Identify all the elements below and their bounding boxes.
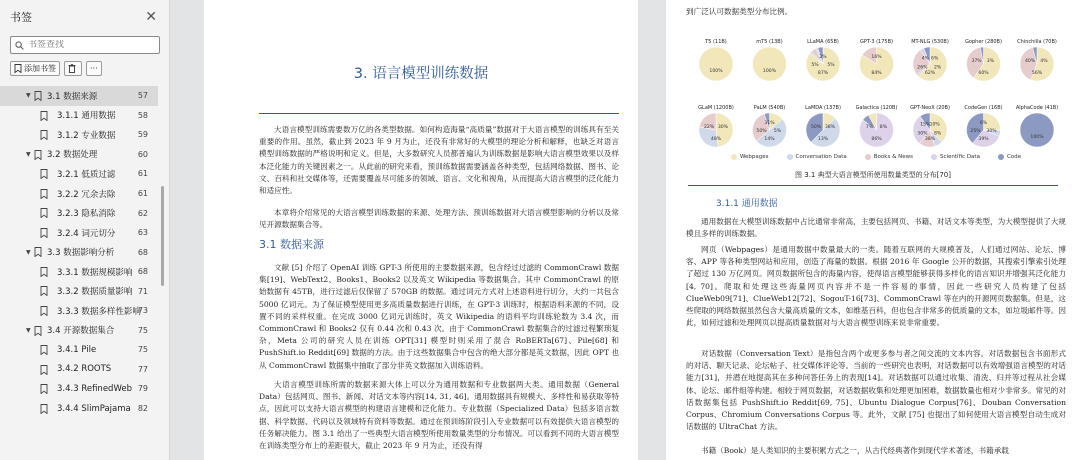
pie-percent-label: 14% (764, 137, 775, 142)
bookmark-page-number: 73 (137, 306, 148, 316)
more-icon: ··· (90, 63, 98, 73)
pie-chart (1016, 105, 1058, 147)
pie-percent-label: 6% (979, 121, 988, 126)
expand-caret-icon[interactable]: ▼ (26, 150, 31, 158)
bookmark-page-number: 60 (137, 149, 148, 159)
document-page-left (204, 0, 638, 460)
sidebar-scrollbar-thumb[interactable] (161, 186, 164, 286)
pie-percent-label: 5% (811, 63, 819, 68)
bookmark-icon (34, 91, 42, 104)
pie-slice (753, 47, 787, 81)
bookmark-label: 3.1 数据来源 (47, 91, 98, 102)
bookmark-icon (40, 111, 48, 124)
pie-chart (856, 105, 898, 147)
bookmark-label: 3.2.1 低质过滤 (57, 169, 116, 180)
pie-title: T5 (11B) (705, 39, 727, 45)
add-bookmark-button[interactable] (10, 61, 60, 76)
chart-legend (706, 154, 1046, 160)
bookmark-item[interactable] (0, 281, 158, 301)
bookmark-icon (40, 208, 48, 221)
legend-swatch (865, 154, 871, 160)
bookmark-item[interactable] (0, 360, 158, 380)
bookmark-item[interactable] (0, 223, 158, 243)
figure-caption: 图 3.1 典型大语言模型所使用数量类型的分布[70] (795, 171, 951, 179)
bookmark-icon (40, 404, 48, 417)
bookmark-item[interactable] (0, 379, 158, 399)
body-paragraph-2: 网页（Webpages）是通用数据中数量最大的一类。随着互联网的大规模普及，人们通过网站、论坛、博客、APP 等各种类型网站和应用，创造了海量的数据。根据 2016 年 Google 公开的数据，其搜索引擎索引处理了超过 130 万亿网页。网页数据所包含的海量内容，使得语言模型能够获得多样化的语言知识并增强其泛化能力[4, 70]。爬取和处理这些海量网页内容并不是一件容易的事情，因此一些研究人员构建了包括 ClueWeb09[71]、ClueWeb12[72]、SogouT-16[73]、CommonCrawl 等在内的开源网页数据集。但是，这些爬取的网络数据虽然包含大量高质量的文本，如维基百科，但也包含非常多的低质量的文本，如垃圾邮件等。因此，如何过滤和处理网页以提高质量数据对与大语言模型训练来说非常重要。 (686, 245, 1066, 328)
pie-percent-label: 100% (762, 69, 777, 74)
legend-item (731, 154, 769, 160)
sidebar-scrollbar[interactable] (160, 86, 165, 460)
trash-icon (68, 64, 76, 73)
pie-percent-label: 31% (764, 121, 775, 126)
pie-percent-label: 2% (933, 65, 942, 71)
bookmark-item[interactable] (0, 184, 158, 204)
pie-percent-label: 22% (703, 125, 715, 130)
pie-chart (753, 39, 787, 81)
legend-label: Code (1006, 154, 1022, 160)
bookmark-item[interactable] (0, 301, 158, 321)
pie-percent-label: 16% (871, 55, 882, 60)
bookmark-page-number: 68 (137, 247, 148, 257)
legend-item (998, 154, 1021, 160)
pie-percent-label: 25% (970, 129, 981, 134)
pie-title: PaLM (540B) (753, 105, 786, 111)
bookmark-page-number: 59 (137, 130, 148, 140)
document-page-right (666, 0, 1080, 460)
bookmark-page-number: 61 (137, 189, 148, 198)
pie-percent-label: 7% (865, 125, 874, 130)
body-paragraph-1: 通用数据在大模型训练数据中占比通常非常高，主要包括网页、书籍、对话文本等类型，为大模型提供了大规模且多样的训练数据。 (686, 217, 1066, 239)
pie-percent-label: 30% (917, 131, 928, 137)
intro-paragraph-1: 大语言模型训练需要数万亿的各类型数据。如何构造海量“高质量”数据对于大语言模型的训练具有至关重要的作用。虽然，截止到 2023 年 9 月为止，还没有非常好的大模型的理论分析和解释，也缺乏对语言模型训练数据的严格说明和定义。但是，大多数研究人员都普遍认为训练数据是影响大语言模型效果以及样本泛化能力的关键因素之一。从此前的研究来看，预训练数据需要涵盖各种类型，包括网络数据、图书、论文、百科和社交媒体等，还需要覆盖尽可能多的领域、语言、文化和视角，从而提高大语言模型的泛化能力和适应性。 (259, 125, 619, 196)
bookmark-page-number: 75 (137, 345, 148, 355)
pie-percent-label: 60% (978, 71, 989, 76)
pie-chart (964, 105, 1002, 147)
pie-title: mT5 (13B) (756, 39, 783, 45)
bookmark-item[interactable] (0, 203, 158, 223)
pie-percent-label: 86% (871, 137, 882, 142)
pie-percent-label: 13% (817, 137, 829, 142)
intro-paragraph-2: 本章将介绍常见的大语言模型训练数据的来源、处理方法、预训练数据对大语言模型影响的分析以及常见开源数据集合等。 (259, 208, 619, 230)
search-icon (15, 41, 24, 50)
bookmark-page-number: 82 (137, 404, 148, 414)
sidebar-title: 书签 (10, 11, 32, 24)
pie-percent-label: 37% (971, 59, 982, 64)
bookmark-label: 3.3.1 数据规模影响 (57, 267, 133, 278)
legend-item (931, 154, 980, 160)
bookmark-item[interactable] (0, 145, 158, 165)
legend-swatch (731, 154, 737, 160)
bookmark-page-number: 68 (137, 267, 148, 277)
legend-label: Conversation Data (795, 154, 847, 160)
pie-title: GPT-3 (175B) (860, 39, 893, 45)
pie-percent-label: 4% (1040, 59, 1048, 64)
pie-title: LLaMA (65B) (807, 39, 839, 45)
bookmark-item[interactable] (0, 262, 158, 282)
bookmark-search-box[interactable] (10, 36, 160, 54)
bookmark-item[interactable] (0, 125, 158, 145)
figure-caption-rule (688, 185, 1058, 186)
legend-swatch (787, 154, 793, 160)
legend-label: Webpages (739, 154, 769, 160)
bookmark-page-number: 58 (137, 110, 148, 120)
pie-chart (699, 39, 733, 81)
bookmark-label: 3.4.2 ROOTS (57, 364, 112, 375)
chapter-title: 3. 语言模型训练数据 (353, 66, 489, 82)
pie-title: GPT-NeoX (20B) (910, 105, 950, 111)
bookmark-icon (40, 286, 48, 299)
bookmark-item[interactable] (0, 86, 158, 106)
close-icon[interactable]: ✕ (145, 9, 157, 25)
pie-percent-label: 38% (924, 137, 936, 142)
sidebar-header (0, 0, 169, 34)
legend-label: Books & News (873, 154, 913, 160)
bookmark-label: 3.4 开源数据集合 (47, 326, 115, 337)
pie-chart (698, 105, 734, 147)
pie-percent-label: 100% (1030, 135, 1044, 140)
bookmark-icon (40, 384, 48, 397)
body-paragraph-3: 对话数据（Conversation Text）是指包含两个或更多参与者之间交流的文本内容。对话数据包含书面形式的对话、聊天记录、论坛帖子、社交媒体评论等。当前的一些研究也表明，对话数据可以有效增强语言模型的对话能力[31]，并潜在地提高其在多种问答任务上的表现[14]。对话数据可以通过收集、清洗、归并等过程从社会媒体、论坛、邮件组等构建。相较于网页数据，对话数据收集和处理更加困难，数据数量也相对少非常多。常见的对话数据集包括 PushShift.io Reddit[69, 75]、Ubuntu Dialogue Corpus[76]、Douban Conversation Corpus、Chromium Conversations Corpus 等。此外，文献 [75] 也提出了如何使用大语言模型自动生成对话数据的 UltraChat 方法。 (686, 349, 1066, 432)
expand-caret-icon[interactable]: ▼ (26, 248, 31, 256)
bookmark-label: 3.2.2 冗余去除 (57, 189, 116, 200)
bookmark-label: 3.3.2 数据质量影响 (57, 287, 133, 298)
pie-percent-label: 30% (717, 125, 729, 130)
pie-percent-label: 40% (1024, 59, 1036, 64)
pie-title: MT-NLG (530B) (911, 39, 949, 45)
expand-caret-icon[interactable]: ▼ (26, 326, 31, 334)
pie-percent-label: 10% (929, 122, 940, 128)
bookmark-page-number: 77 (137, 364, 148, 374)
bookmark-item[interactable] (0, 106, 158, 126)
bookmark-label: 3.1.2 专业数据 (57, 130, 116, 141)
carryover-line: 到广泛认可数据类型分布比例。 (686, 7, 793, 16)
pie-percent-label: 2% (819, 55, 827, 60)
bookmark-page-number: 79 (137, 384, 148, 394)
pie-percent-label: 48% (710, 137, 722, 142)
bookmark-icon (40, 169, 48, 182)
pie-chart (910, 105, 950, 147)
pie-title: Chinchilla (70B) (1017, 39, 1057, 45)
bookmark-item[interactable] (0, 340, 158, 360)
bookmark-page-number: 62 (137, 208, 148, 218)
pie-percent-label: 62% (924, 71, 936, 76)
bookmark-icon (40, 345, 48, 358)
pie-slice (699, 47, 733, 81)
pie-title: AlphaCode (41B) (1015, 105, 1059, 111)
bookmark-label: 3.4.3 RefinedWeb (57, 383, 132, 394)
bookmark-icon (40, 130, 48, 143)
pie-chart (1017, 39, 1057, 81)
pie-percent-label: 87% (817, 71, 829, 76)
body-paragraph-4: 书籍（Book）是人类知识的主要积累方式之一，从古代经典著作到现代学术著述，书籍承载 (701, 446, 1009, 455)
section-heading: 3.1 数据来源 (259, 238, 324, 251)
pie-percent-label: 8% (879, 125, 888, 130)
more-options-button[interactable] (86, 61, 102, 76)
sidebar-toolbar (10, 60, 102, 76)
add-bookmark-label: 添加书签 (24, 63, 56, 73)
bookmark-sidebar (0, 0, 170, 460)
pie-title: GLaM (1200B) (698, 105, 734, 111)
pie-percent-label: 6% (931, 56, 939, 62)
data-distribution-figure (686, 22, 1066, 157)
bookmark-icon (40, 267, 48, 280)
bookmark-label: 3.3.3 数据多样性影响 (57, 306, 141, 317)
pie-chart (911, 39, 949, 81)
bookmark-list (0, 86, 158, 418)
pie-percent-label: 56% (1031, 71, 1043, 76)
expand-caret-icon[interactable]: ▼ (26, 92, 31, 100)
bookmark-item[interactable] (0, 321, 158, 341)
bookmark-label: 3.4.4 SlimPajama (57, 403, 131, 414)
section-paragraph-1: 文献 [5] 介绍了 OpenAI 训练 GPT-3 所使用的主要数据来源，包含经过过滤的 CommonCrawl 数据集[19]、WebText2、Books1、Books2 以及英文 Wikipedia 等数据集合。其中 CommonCrawl 的原始数据有 45TB，进行过滤后仅保留了 570GB 的数据。通过词元方式对上述语料进行切分，大约一共包含 5000 亿词元。为了保证模型使用更多高质量数据进行训练，在 GPT-3 训练时，根据语料来源的不同，设置不同的采样权重。在完成 3000 亿词元训练时，英文 Wikipedia 的语料平均训练轮数为 3.4 次，而 CommonCrawl 和 Books2 仅有 0.44 次和 0.43 次。由于 CommonCrawl 数据集合的过滤过程繁琐复杂，Meta 公司的研究人员在训练 OPT[31] 模型时则采用了混合 RoBERTa[67]、Pile[68] 和 PushShift.io Reddit[69] 数据的方法。由于这些数据集合中包含的绝大部分都是英文数据，因此 OPT 也从 CommonCrawl 数据集中抽取了部分非英文数据加入训练语料。 (259, 263, 619, 370)
pie-percent-label: 15% (920, 122, 931, 128)
bookmark-search-input[interactable] (28, 40, 148, 50)
pie-percent-label: 39% (978, 137, 989, 142)
pie-title: CodeGen (16B) (964, 105, 1003, 111)
bookmark-add-icon (14, 64, 22, 73)
bookmark-label: 3.4.1 Pile (57, 344, 97, 355)
bookmark-icon (34, 150, 42, 163)
bookmark-icon (34, 247, 42, 260)
bookmark-label: 3.2 数据处理 (47, 150, 98, 161)
pie-percent-label: 5% (773, 129, 782, 134)
pie-chart (753, 105, 787, 147)
bookmark-icon (40, 365, 48, 378)
legend-label: Scientific Data (939, 154, 980, 160)
pie-slice (1020, 113, 1054, 147)
bookmark-label: 3.1.1 通用数据 (57, 111, 116, 122)
legend-swatch (931, 154, 937, 160)
pie-percent-label: 5% (827, 63, 835, 68)
pie-title: Galactica (120B) (855, 105, 898, 111)
bookmark-page-number: 63 (137, 228, 148, 238)
pie-percent-label: 84% (871, 71, 882, 76)
bookmark-item[interactable] (0, 164, 158, 184)
legend-item (865, 154, 913, 160)
bookmark-icon (40, 228, 48, 241)
pie-chart (805, 105, 841, 147)
pie-title: LaMDA (137B) (805, 105, 841, 111)
legend-item (787, 154, 847, 160)
bookmark-label: 3.3 数据影响分析 (47, 248, 115, 259)
bookmark-page-number: 71 (137, 286, 148, 296)
pie-title: Gopher (280B) (965, 39, 1002, 45)
pie-chart (965, 39, 1002, 81)
pie-percent-label: 50% (810, 125, 822, 130)
section-paragraph-2: 大语言模型训练所需的数据来源大体上可以分为通用数据和专业数据两大类。通用数据（General Data）包括网页、图书、新闻、对话文本等内容[14, 31, 46]。通用数据具有规模大、多样性和易获取等特点，因此可以支持大语言模型的构建语言建模和泛化能力。专业数据（Specialized Data）包括多语言数据、科学数据、代码以及领域特有资料等数据。通过在预训练阶段引入专业数据可以有效提供大语言模型的任务解决能力。图 3.1 给出了一些典型大语言模型所使用数量类型的分布情况。可以看到不同的大语言模型在训练类型分布上的差距很大，截止 2023 年 9 月为止，还没有得 (259, 380, 619, 451)
pie-percent-label: 100% (709, 69, 723, 74)
bookmark-item[interactable] (0, 242, 158, 262)
chapter-title-rule (259, 113, 619, 114)
pie-chart (806, 39, 840, 81)
pie-percent-label: 30% (986, 129, 997, 134)
bookmark-label: 3.2.4 词元切分 (57, 228, 116, 239)
pie-percent-label: 38% (824, 125, 836, 130)
legend-swatch (998, 154, 1004, 160)
delete-bookmark-button[interactable] (64, 61, 82, 76)
bookmark-icon (34, 326, 42, 339)
bookmark-item[interactable] (0, 399, 158, 419)
subsection-heading: 3.1.1 通用数据 (716, 199, 778, 209)
pie-percent-label: 4% (921, 56, 929, 62)
bookmark-page-number: 57 (137, 91, 148, 101)
bookmark-icon (40, 189, 48, 202)
bookmark-icon (40, 306, 48, 319)
pie-chart (860, 39, 894, 81)
bookmark-page-number: 61 (137, 169, 148, 179)
bookmark-label: 3.2.3 隐私消除 (57, 209, 116, 220)
bookmark-page-number: 75 (137, 325, 148, 335)
pie-percent-label: 26% (917, 65, 928, 71)
pie-percent-label: 8% (933, 131, 942, 137)
pie-percent-label: 3% (986, 59, 995, 64)
pie-percent-label: 50% (756, 129, 767, 134)
